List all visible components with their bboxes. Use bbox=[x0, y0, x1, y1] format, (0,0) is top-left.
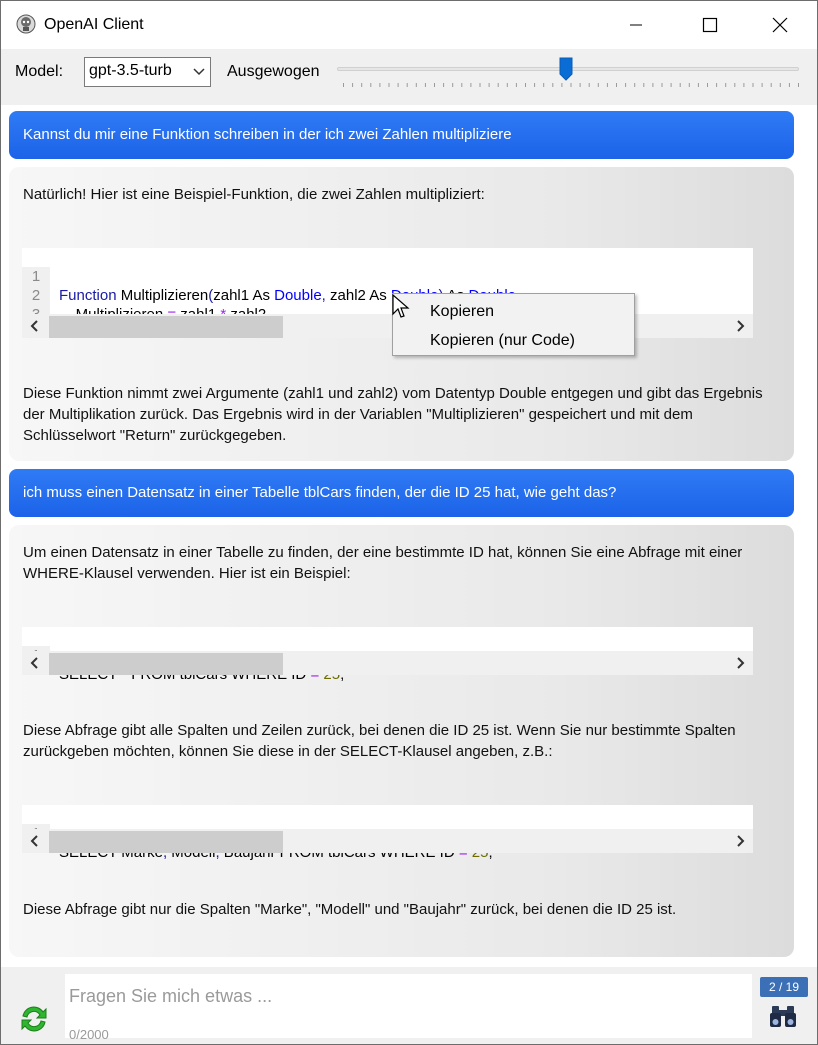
horizontal-scrollbar[interactable] bbox=[22, 829, 753, 853]
code-block[interactable] bbox=[22, 805, 753, 853]
code-line bbox=[22, 248, 753, 304]
scroll-right-icon[interactable] bbox=[733, 656, 747, 670]
code-line bbox=[22, 286, 753, 305]
slider-thumb-icon[interactable] bbox=[559, 57, 573, 81]
char-counter: 0/2000 bbox=[69, 1027, 109, 1042]
model-select-value: gpt-3.5-turb bbox=[89, 62, 172, 79]
line-number: 1 bbox=[22, 267, 50, 286]
chevron-down-icon bbox=[192, 64, 206, 78]
title-bar bbox=[1, 1, 817, 49]
scrollbar-thumb[interactable] bbox=[49, 831, 283, 853]
chat-area[interactable] bbox=[1, 105, 817, 967]
slider-ticks bbox=[343, 83, 799, 87]
toolbar bbox=[1, 49, 817, 105]
assistant-message[interactable] bbox=[9, 525, 794, 957]
code-block[interactable] bbox=[22, 627, 753, 675]
assistant-text: Diese Abfrage gibt alle Spalten und Zeilen zurück, bei denen die ID 25 ist. Wenn Sie nur bestimmte Spalten zurückgeben möchten, können Sie diese in der SELECT-Klausel angeben, z.B.: bbox=[23, 722, 736, 760]
assistant-text: Diese Abfrage gibt nur die Spalten "Marke", "Modell" und "Baujahr" zurück, bei denen die ID 25 ist. bbox=[23, 901, 677, 918]
user-message[interactable] bbox=[9, 111, 794, 159]
minimize-icon bbox=[629, 18, 643, 32]
line-number: 2 bbox=[22, 286, 50, 305]
context-menu bbox=[392, 293, 635, 356]
model-select[interactable] bbox=[84, 57, 211, 87]
maximize-button[interactable] bbox=[687, 1, 733, 49]
horizontal-scrollbar[interactable] bbox=[22, 651, 753, 675]
binoculars-icon[interactable] bbox=[769, 1003, 797, 1029]
user-message[interactable] bbox=[9, 469, 794, 517]
code-text: Function Multiplizieren(zahl1 As Double, zahl2 As bbox=[59, 287, 391, 304]
code-line bbox=[22, 805, 753, 824]
assistant-text: Natürlich! Hier ist eine Beispiel-Funktion, die zwei Zahlen multipliziert: bbox=[23, 186, 485, 203]
user-message-text: ich muss einen Datensatz in einer Tabelle tblCars finden, der die ID 25 hat, wie geht das? bbox=[23, 484, 617, 501]
temperature-slider[interactable] bbox=[337, 63, 803, 93]
mode-label: Ausgewogen bbox=[227, 63, 320, 80]
close-button[interactable] bbox=[757, 1, 803, 49]
menu-item-copy[interactable]: Kopieren bbox=[430, 303, 495, 320]
scrollbar-thumb[interactable] bbox=[49, 316, 283, 338]
menu-item-copy-code-only[interactable]: Kopieren (nur Code) bbox=[430, 332, 575, 349]
input-bar bbox=[1, 967, 817, 1045]
scrollbar-thumb[interactable] bbox=[49, 653, 283, 675]
mouse-cursor-icon bbox=[392, 294, 412, 320]
close-icon bbox=[772, 17, 788, 33]
refresh-icon[interactable] bbox=[18, 1003, 50, 1035]
scroll-left-icon[interactable] bbox=[28, 834, 42, 848]
assistant-text: Um einen Datensatz in einer Tabelle zu finden, der eine bestimmte ID hat, können Sie eine Abfrage mit einer WHERE-Klausel verwenden. Hier ist ein Beispiel: bbox=[23, 544, 743, 582]
code-block[interactable] bbox=[22, 248, 753, 338]
scroll-left-icon[interactable] bbox=[28, 656, 42, 670]
scroll-left-icon[interactable] bbox=[28, 319, 42, 333]
model-label: Model: bbox=[15, 63, 64, 80]
scroll-right-icon[interactable] bbox=[733, 319, 747, 333]
code-line bbox=[22, 627, 753, 646]
history-pager[interactable]: 2 / 19 bbox=[760, 977, 808, 997]
scroll-right-icon[interactable] bbox=[733, 834, 747, 848]
app-robot-icon bbox=[16, 14, 36, 34]
minimize-button[interactable] bbox=[613, 1, 659, 49]
maximize-icon bbox=[702, 17, 718, 33]
prompt-input[interactable] bbox=[65, 974, 752, 1042]
assistant-text: Diese Funktion nimmt zwei Argumente (zahl1 und zahl2) vom Datentyp Double entgegen und gibt das Ergebnis der Multiplikation zurück. Das Ergebnis wird in der Variablen "Multiplizieren" gespeichert und mit dem Schlüsselwort "Return" zurückgegeben. bbox=[23, 385, 763, 444]
user-message-text: Kannst du mir eine Funktion schreiben in der ich zwei Zahlen multipliziere bbox=[23, 126, 512, 143]
window-title: OpenAI Client bbox=[44, 16, 144, 33]
prompt-placeholder: Fragen Sie mich etwas ... bbox=[69, 986, 273, 1006]
horizontal-scrollbar[interactable] bbox=[22, 314, 753, 338]
